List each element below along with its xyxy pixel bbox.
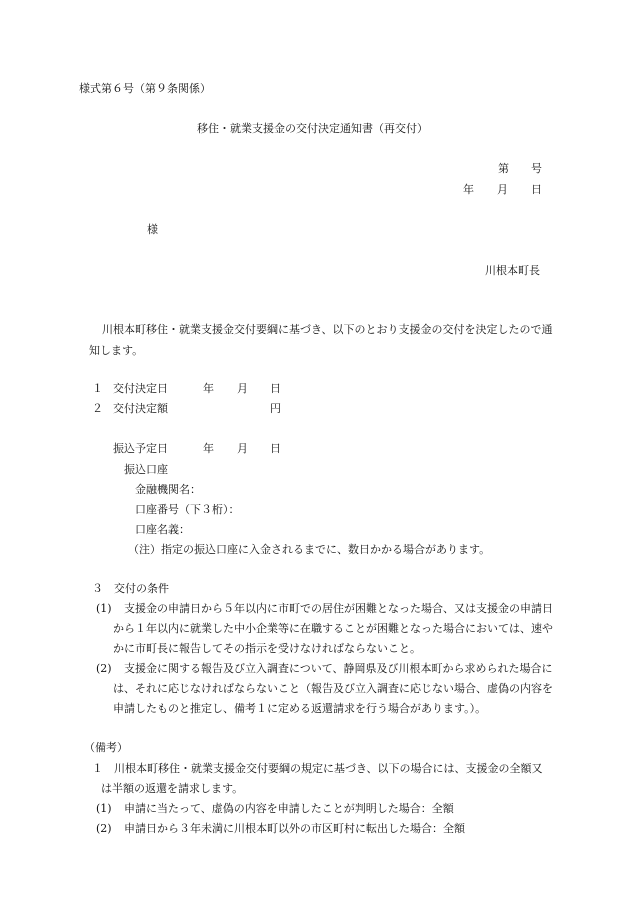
- condition-1-number: (1): [96, 602, 112, 615]
- conditions-heading: ３ 交付の条件: [92, 582, 169, 595]
- transfer-note: （注）指定の振込口座に入金されるまでに、数日かかる場合があります。: [128, 543, 491, 556]
- remark-sub-1-number: (1): [96, 802, 112, 815]
- item-1-day: 日: [270, 382, 281, 395]
- item-1-month: 月: [237, 382, 248, 395]
- condition-2-line-1: 支援金に関する報告及び立入調査について、静岡県及び川根本町から求められた場合に: [124, 662, 553, 675]
- date-month: 月: [497, 183, 508, 196]
- remark-1-line-1: 川根本町移住・就業支援金交付要綱の規定に基づき、以下の場合には、支援金の全額又: [114, 762, 543, 775]
- remarks-heading: （備考）: [84, 741, 128, 754]
- date-year: 年: [463, 183, 474, 196]
- document-title: 移住・就業支援金の交付決定通知書（再交付）: [197, 122, 428, 135]
- date-day: 日: [531, 183, 542, 196]
- sender-name: 川根本町長: [485, 264, 540, 277]
- remark-1-line-2: は半額の返還を請求します。: [101, 782, 244, 795]
- transfer-day: 日: [270, 442, 281, 455]
- item-2-label: 交付決定額: [113, 402, 168, 415]
- condition-1-line-3: かに市町長に報告してその指示を受けなければならないこと。: [113, 642, 421, 655]
- item-1-label: 交付決定日: [113, 382, 168, 395]
- recipient-sama: 様: [147, 223, 158, 236]
- condition-2-line-2: は、それに応じなければならないこと（報告及び立入調査に応じない場合、虚偽の内容を: [113, 682, 553, 695]
- account-number-label: 口座番号（下３桁）：: [135, 503, 240, 516]
- account-holder-label: 口座名義：: [135, 523, 190, 536]
- transfer-month: 月: [237, 442, 248, 455]
- remark-sub-2-number: (2): [96, 822, 112, 835]
- item-2-number: ２: [92, 402, 103, 415]
- doc-number-dai: 第: [498, 162, 509, 175]
- item-2-yen: 円: [270, 402, 281, 415]
- condition-1-line-2: から１年以内に就業した中小企業等に在職することが困難となった場合においては、速や: [113, 622, 553, 635]
- item-1-year: 年: [203, 382, 214, 395]
- item-1-number: １: [92, 382, 103, 395]
- transfer-year: 年: [203, 442, 214, 455]
- condition-2-number: (2): [96, 662, 112, 675]
- condition-2-line-3: 申請したものと推定し、備考１に定める返還請求を行う場合があります。）。: [113, 702, 487, 715]
- intro-line-1: 川根本町移住・就業支援金交付要綱に基づき、以下のとおり支援金の交付を決定したので通: [102, 323, 553, 336]
- doc-number-go: 号: [531, 162, 542, 175]
- intro-line-2: 知します。: [89, 344, 144, 357]
- remark-sub-2-text: 申請日から３年未満に川根本町以外の市区町村に転出した場合：全額: [124, 822, 465, 835]
- condition-1-line-1: 支援金の申請日から５年以内に市町での居住が困難となった場合、又は支援金の申請日: [124, 602, 553, 615]
- bank-name-label: 金融機関名：: [135, 483, 201, 496]
- form-number: 様式第６号（第９条関係）: [79, 82, 211, 95]
- remark-sub-1-text: 申請に当たって、虚偽の内容を申請したことが判明した場合：全額: [124, 802, 454, 815]
- transfer-date-label: 振込予定日: [113, 442, 168, 455]
- transfer-account-label: 振込口座: [124, 463, 168, 476]
- remark-1-number: １: [92, 762, 103, 775]
